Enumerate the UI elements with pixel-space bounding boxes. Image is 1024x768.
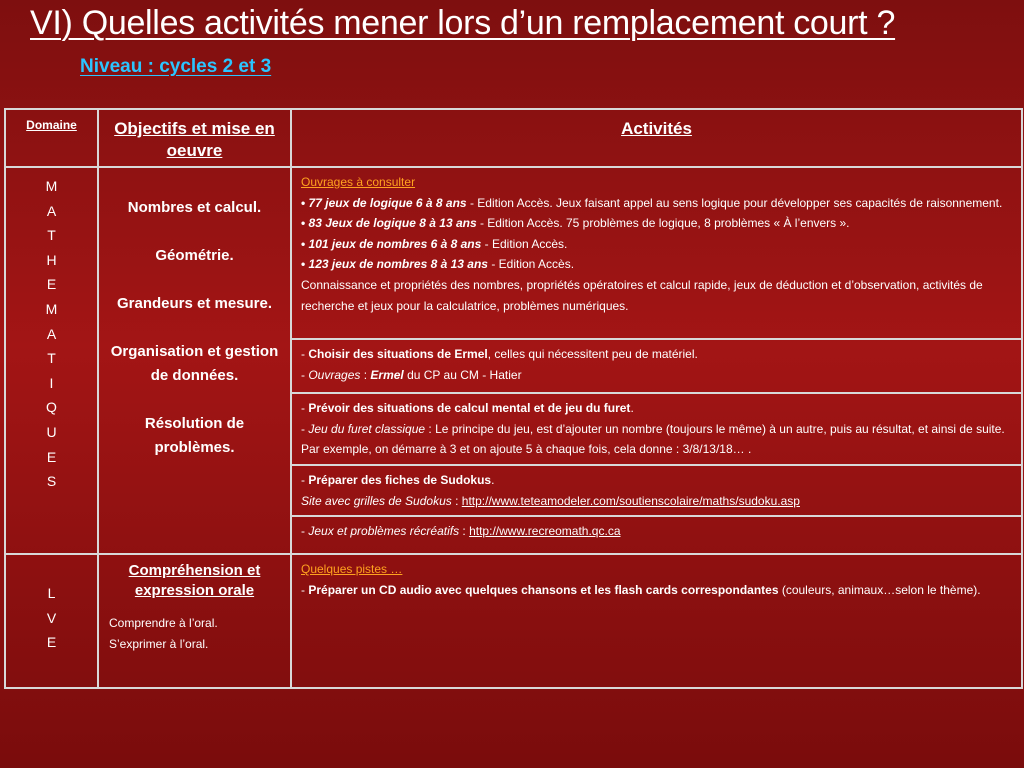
activity-lve-cell: Quelques pistes … - Préparer un CD audio avec quelques chansons et les flash cards correspondantes (couleurs, animaux…selon le thème). [291,554,1022,688]
recreomath-link[interactable]: http://www.recreomath.qc.ca [469,524,621,539]
domain-letter: A [46,325,57,342]
activities-table [4,108,1023,689]
objective-item: Nombres et calcul. [127,199,262,216]
book-item: • 83 Jeux de logique 8 à 13 ans - Edition Accès. 75 problèmes de logique, 8 problèmes « À l’envers ». [301,216,850,231]
header-domain: Domaine [5,109,98,167]
table-row [5,554,1022,688]
objectives-lve-cell [98,554,291,688]
activity-ermel-cell: - Choisir des situations de Ermel, celles qui nécessitent peu de matériel. - Ouvrages : Ermel du CP au CM - Hatier [291,339,1022,393]
sudoku-link[interactable]: http://www.teteamodeler.com/soutienscolaire/maths/sudoku.asp [461,493,800,508]
domain-letter: A [46,202,57,219]
domain-math-cell [5,167,98,554]
book-item: • 101 jeux de nombres 6 à 8 ans - Edition Accès. [301,236,568,251]
activity-books-cell [291,167,1022,339]
table-header-row [5,109,1022,167]
book-item: • 123 jeux de nombres 8 à 13 ans - Edition Accès. [301,257,575,272]
domain-lve-cell [5,554,98,688]
domain-letter: T [47,350,56,367]
activity-sudoku-cell: - Préparer des fiches de Sudokus. Site avec grilles de Sudokus : http://www.teteamodeler.com/soutienscolaire/maths/sudoku.asp [291,465,1022,516]
domain-letter: S [46,473,57,490]
domain-letter: V [46,609,57,626]
book-item: • 77 jeux de logique 6 à 8 ans - Edition Accès. Jeux faisant appel au sens logique pour développer ses capacités de raisonnement. [301,195,1003,210]
domain-letter: E [46,448,57,465]
domain-letter: E [46,634,57,651]
activity-recreomath-cell: - Jeux et problèmes récréatifs : http://www.recreomath.qc.ca [291,516,1022,554]
lve-objective-item: S’exprimer à l’oral. [109,637,209,652]
domain-letter: I [49,374,54,391]
books-heading-link[interactable]: Ouvrages à consulter [301,175,416,189]
activity-mental-calc-cell: - Prévoir des situations de calcul mental et de jeu du furet. - Jeu du furet classique : Le principe du jeu, est d’ajouter un nombre (toujours le même) à un autre, puis au résultat, et ainsi de suite. Par exemple, on démarre à 3 et on ajoute 5 à chaque fois, cela donne : 3/8/13/18… . [291,393,1022,465]
page-title: VI) Quelles activités mener lors d’un remplacement court ? [30,4,896,42]
domain-letter: H [46,251,57,268]
table-row [5,167,1022,339]
header-activities: Activités [291,109,1022,167]
page-subtitle: Niveau : cycles 2 et 3 [80,56,272,77]
domain-letter: Q [46,399,57,416]
objective-item: Organisation et gestion de données. [110,343,279,384]
domain-letter: T [47,227,56,244]
domain-letter: M [45,178,58,194]
objective-item: Géométrie. [155,247,234,264]
header-objectives: Objectifs et mise en oeuvre [98,109,291,167]
domain-letter: L [47,585,56,602]
objective-item: Résolution de problèmes. [144,415,245,456]
books-summary: Connaissance et propriétés des nombres, propriétés opératoires et calcul rapide, jeux de déduction et d’observation, activités de recherche et jeux pour la calculatrice, problèmes numériques. [301,277,983,313]
pistes-heading-link[interactable]: Quelques pistes … [301,562,403,577]
domain-letter: U [46,423,57,440]
objectives-math-cell [98,167,291,554]
domain-letter: M [45,300,58,317]
lve-objective-item: Comprendre à l’oral. [109,616,218,631]
objective-item: Grandeurs et mesure. [116,295,273,312]
domain-letter: E [46,276,57,293]
lve-objective-title: Compréhension et expression orale [128,562,261,600]
